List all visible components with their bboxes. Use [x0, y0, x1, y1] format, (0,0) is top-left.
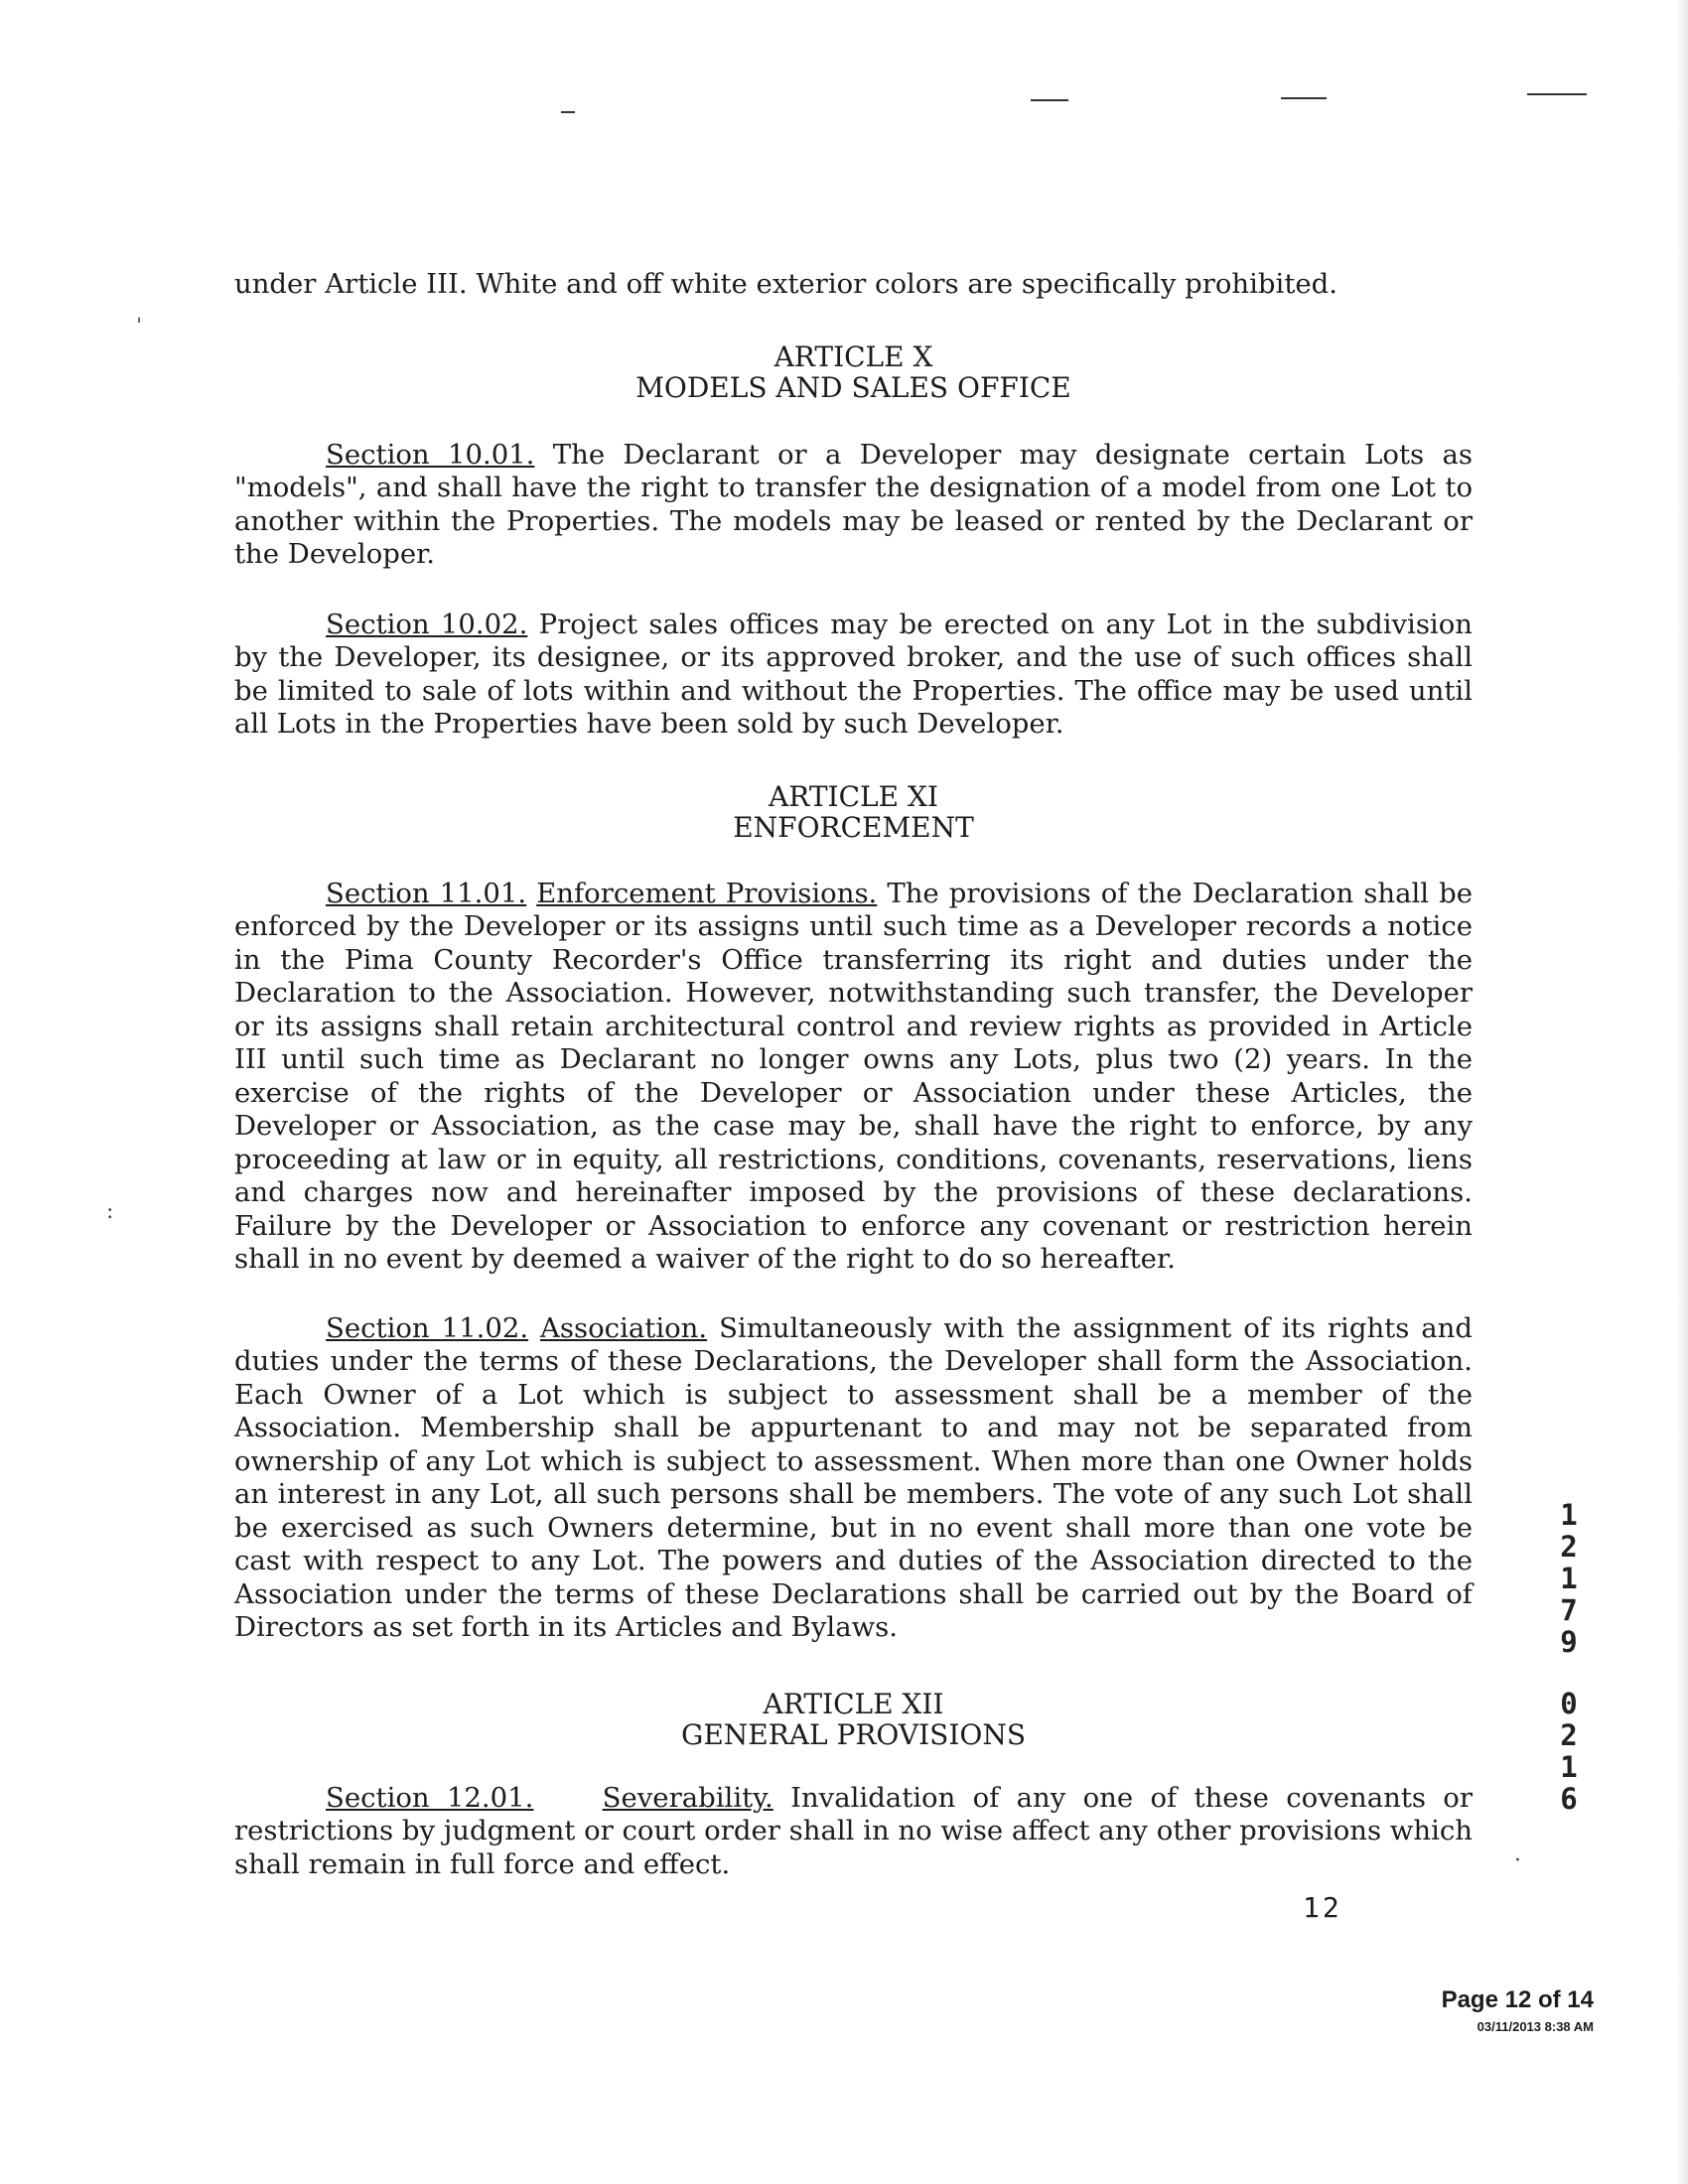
section-label: Section 11.01.	[326, 877, 527, 909]
section-11-01	[234, 878, 1473, 1277]
scan-mark: :	[106, 1199, 114, 1224]
article-xii-heading	[234, 1689, 1473, 1750]
article-number: ARTICLE XII	[763, 1687, 944, 1720]
stamp-digit: 2	[1560, 1718, 1578, 1752]
section-text: Invalidation of any one of these covenants or restrictions by judgment or court order shall in no wise affect any other provisions which shall remain in full force and effect.	[234, 1781, 1474, 1880]
article-x-heading	[234, 341, 1473, 403]
page-number: 12	[1303, 1891, 1342, 1924]
article-title: GENERAL PROVISIONS	[680, 1717, 1027, 1751]
stamp-digit: 7	[1560, 1593, 1578, 1627]
section-label: Section 10.01.	[326, 438, 535, 471]
article-number: ARTICLE X	[774, 340, 933, 373]
section-label: Section 12.01.	[326, 1781, 534, 1814]
section-12-01	[234, 1782, 1473, 1882]
section-text: The provisions of the Declaration shall be enforced by the Developer or its assigns until such time as a Developer records a notice in the Pima County Recorder's Office transferring its right and duties under the Declaration to the Association. However, notwithstanding such transfer, the Developer or its assigns shall retain architectural control and review rights as provided in Article III until such time as Declarant no longer owns any Lots, plus two (2) years. In the exercise of the rights of the Developer or Association under these Articles, the Developer or Association, as the case may be, shall have the right to enforce, by any proceeding at law or in equity, all restrictions, conditions, covenants, reservations, liens and charges now and hereinafter imposed by the provisions of these declarations. Failure by the Developer or Association to enforce any covenant or restriction herein shall in no event by deemed a waiver of the right to do so hereafter.	[234, 877, 1473, 1275]
section-11-02	[234, 1312, 1473, 1645]
section-10-02	[234, 609, 1473, 742]
recording-stamp	[1551, 1499, 1587, 1815]
section-caption: Association.	[540, 1311, 708, 1344]
section-caption: Severability.	[602, 1781, 774, 1814]
article-title: MODELS AND SALES OFFICE	[635, 370, 1071, 404]
section-text: The Declarant or a Developer may designate certain Lots as "models", and shall have the right to transfer the designation of a model from one Lot to another within the Properties. The models may be leased or rented by the Declarant or the Developer.	[234, 438, 1473, 570]
section-text: Simultaneously with the assignment of its rights and duties under the terms of these Declarations, the Developer shall form the Association. Each Owner of a Lot which is subject to assessment shall be a member of the Association. Membership shall be appurtenant to and may not be separated from ownership of any Lot which is subject to assessment. When more than one Owner holds an interest in any Lot, all such persons shall be members. The vote of any such Lot shall be exercised as such Owners determine, but in no event shall more than one vote be cast with respect to any Lot. The powers and duties of the Association directed to the Association under the terms of these Declarations shall be carried out by the Board of Directors as set forth in its Articles and Bylaws.	[234, 1311, 1473, 1643]
article-xi-heading	[234, 781, 1473, 843]
article-number: ARTICLE XI	[769, 779, 938, 813]
scan-mark: ·	[1514, 1848, 1521, 1873]
document-body	[234, 268, 1473, 1881]
page-edge-shadow	[1676, 0, 1688, 2184]
stamp-digit: 1	[1560, 1750, 1578, 1784]
section-caption: Enforcement Provisions.	[536, 877, 878, 909]
scan-mark	[1527, 93, 1587, 95]
scan-mark: ˈ	[136, 316, 143, 341]
article-title: ENFORCEMENT	[733, 810, 974, 844]
stamp-digit: 1	[1560, 1498, 1578, 1532]
section-10-01	[234, 439, 1473, 572]
stamp-gap	[1551, 1658, 1587, 1688]
section-text: Project sales offices may be erected on any Lot in the subdivision by the Developer, its designee, or its approved broker, and the use of such offices shall be limited to sale of lots within and without the Properties. The office may be used until all Lots in the Properties have been sold by such Developer.	[234, 608, 1473, 740]
footer-timestamp: 03/11/2013 8:38 AM	[1477, 2019, 1594, 2034]
stamp-digit: 1	[1560, 1562, 1578, 1595]
scan-mark	[1031, 99, 1068, 101]
section-label: Section 10.02.	[326, 608, 528, 640]
stamp-digit: 2	[1560, 1530, 1578, 1564]
scan-mark	[1281, 97, 1327, 99]
stamp-digit: 0	[1560, 1687, 1578, 1720]
stamp-digit: 9	[1560, 1625, 1578, 1659]
footer-page-count: Page 12 of 14	[1441, 1986, 1594, 2013]
scan-mark	[561, 111, 575, 113]
continuation-text: under Article III. White and off white exterior colors are specifically prohibited.	[234, 268, 1337, 300]
stamp-digit: 6	[1560, 1782, 1578, 1816]
section-label: Section 11.02.	[326, 1311, 529, 1344]
